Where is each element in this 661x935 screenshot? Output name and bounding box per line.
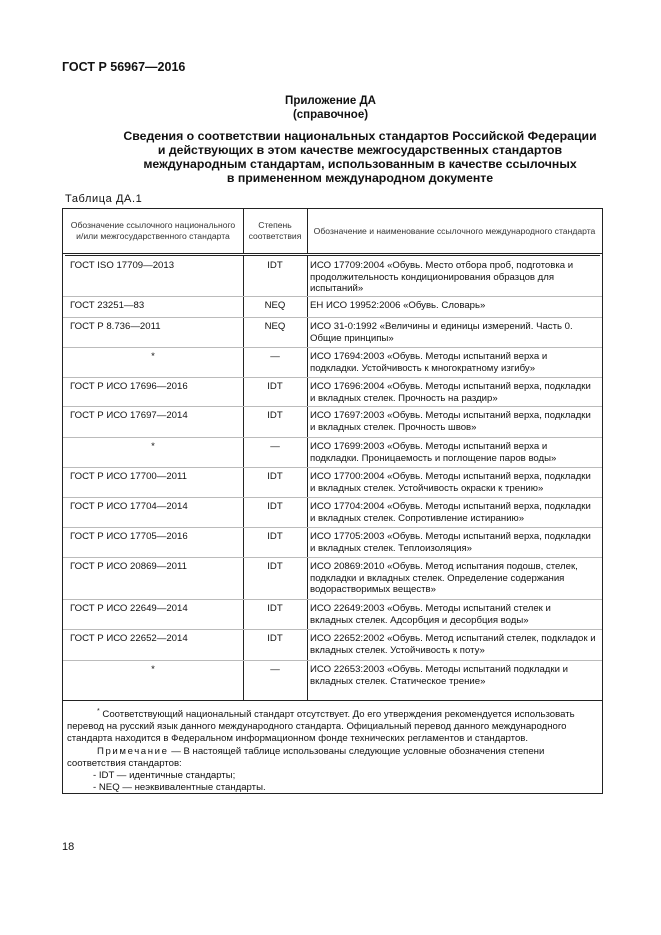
national-standard: ГОСТ Р ИСО 17705—2016	[70, 531, 188, 542]
correspondence-table	[62, 208, 603, 794]
table-caption: Таблица ДА.1	[65, 193, 143, 205]
degree: IDT	[267, 471, 283, 482]
degree: IDT	[267, 561, 283, 572]
footnote	[67, 706, 597, 745]
degree: NEQ	[264, 300, 286, 311]
page-number: 18	[62, 841, 75, 853]
degree: IDT	[267, 531, 283, 542]
international-standard: ИСО 17694:2003 «Обувь. Методы испытаний верха и подкладки. Устойчивость к многократному изгибу»	[310, 351, 548, 374]
national-standard: ГОСТ Р ИСО 17700—2011	[70, 471, 187, 482]
degree: —	[270, 441, 280, 452]
document-header: ГОСТ Р 56967—2016	[62, 60, 186, 74]
table-row	[63, 599, 602, 629]
international-standard: ИСО 17700:2004 «Обувь. Методы испытаний верха, подкладки и вкладных стелек. Устойчивость окраски к трению»	[310, 471, 591, 494]
title-line: Сведения о соответствии национальных стандартов Российской Федерации	[123, 129, 597, 143]
table-header	[63, 209, 602, 254]
international-standard: ИСО 17709:2004 «Обувь. Место отбора проб, подготовка и продолжительность кондиционирования образцов для испытаний»	[310, 260, 574, 294]
title-line: в примененном международном документе	[226, 171, 494, 185]
table-note	[67, 746, 597, 770]
international-standard: ИСО 17696:2004 «Обувь. Методы испытаний верха, подкладки и вкладных стелек. Прочность на раздир»	[310, 381, 591, 404]
degree: NEQ	[264, 321, 286, 332]
legend-item: - NEQ — неэквивалентные стандарты.	[93, 782, 266, 793]
international-standard: ИСО 17705:2003 «Обувь. Методы испытаний верха, подкладки и вкладных стелек. Теплоизоляция»	[310, 531, 591, 554]
table-row	[63, 527, 602, 557]
table-row	[63, 347, 602, 377]
national-standard: ГОСТ 23251—83	[70, 300, 145, 311]
degree: IDT	[267, 501, 283, 512]
international-standard: ИСО 22652:2002 «Обувь. Метод испытаний стелек, подкладок и вкладных стелек. Устойчивость к поту»	[310, 633, 596, 656]
national-standard: ГОСТ Р ИСО 20869—2011	[70, 561, 187, 572]
table-row	[63, 660, 602, 700]
international-standard: ИСО 22653:2003 «Обувь. Методы испытаний подкладки и вкладных стелек. Статическое трение»	[310, 664, 568, 687]
table-row	[63, 257, 602, 299]
degree: IDT	[267, 603, 283, 614]
international-standard: ИСО 31-0:1992 «Величины и единицы измерений. Часть 0. Общие принципы»	[310, 321, 573, 344]
national-standard: ГОСТ ISO 17709—2013	[70, 260, 175, 271]
note-text: — В настоящей таблице использованы следующие условные обозначения степени соответствия стандартов:	[67, 746, 545, 769]
national-standard: *	[151, 351, 155, 362]
header-national-standard: Обозначение ссылочного национального и/или межгосударственного стандарта	[70, 220, 236, 241]
title-line: международным стандартам, использованным в качестве ссылочных	[143, 157, 577, 171]
annex-label: Приложение ДА	[285, 95, 376, 107]
national-standard: ГОСТ Р ИСО 22652—2014	[70, 633, 188, 644]
national-standard: *	[151, 664, 155, 675]
note-label: Примечание	[97, 746, 169, 757]
national-standard: ГОСТ Р ИСО 17704—2014	[70, 501, 188, 512]
header-degree: Степень соответствия	[248, 220, 302, 241]
table-row	[63, 629, 602, 659]
degree: IDT	[267, 381, 283, 392]
international-standard: ИСО 17697:2003 «Обувь. Методы испытаний верха, подкладки и вкладных стелек. Прочность швов»	[310, 410, 591, 433]
degree: IDT	[267, 260, 283, 271]
national-standard: ГОСТ Р ИСО 17696—2016	[70, 381, 188, 392]
degree: —	[270, 664, 280, 675]
table-row	[63, 406, 602, 436]
title-line: и действующих в этом качестве межгосударственных стандартов	[157, 143, 563, 157]
international-standard: ИСО 20869:2010 «Обувь. Метод испытания подошв, стелек, подкладки и вкладных стелек. Определение содержания водорастворимых веществ»	[310, 561, 578, 595]
degree: —	[270, 351, 280, 362]
table-footnotes	[63, 700, 602, 794]
annex-title	[0, 94, 661, 122]
table-row	[63, 557, 602, 599]
international-standard: ИСО 17704:2004 «Обувь. Методы испытаний верха, подкладки и вкладных стелек. Сопротивление истиранию»	[310, 501, 591, 524]
national-standard: *	[151, 441, 155, 452]
annex-type: (справочное)	[292, 109, 369, 121]
table-row	[63, 296, 602, 318]
footnote-mark: *	[97, 708, 100, 715]
header-international-standard: Обозначение и наименование ссылочного международного стандарта	[313, 225, 596, 236]
degree: IDT	[267, 410, 283, 421]
table-row	[63, 467, 602, 497]
national-standard: ГОСТ Р 8.736—2011	[70, 321, 161, 332]
national-standard: ГОСТ Р ИСО 17697—2014	[70, 410, 188, 421]
table-row	[63, 317, 602, 347]
legend-item: - IDT — идентичные стандарты;	[93, 770, 236, 781]
footnote-text: Соответствующий национальный стандарт отсутствует. До его утверждения рекомендуется использовать перевод на русский язык данного международного стандарта. Официальный перевод данного международного стандарта находится в Федеральном информационном фонде технических регламентов и стандартов.	[67, 709, 575, 744]
national-standard: ГОСТ Р ИСО 22649—2014	[70, 603, 188, 614]
international-standard: ИСО 17699:2003 «Обувь. Методы испытаний верха и подкладки. Проницаемость и поглощение паров воды»	[310, 441, 557, 464]
degree: IDT	[267, 633, 283, 644]
section-title	[60, 129, 660, 185]
table-row	[63, 377, 602, 407]
table-row	[63, 437, 602, 467]
table-row	[63, 497, 602, 527]
international-standard: ИСО 22649:2003 «Обувь. Методы испытаний стелек и вкладных стелек. Адсорбция и десорбция воды»	[310, 603, 551, 626]
international-standard: ЕН ИСО 19952:2006 «Обувь. Словарь»	[310, 300, 486, 311]
